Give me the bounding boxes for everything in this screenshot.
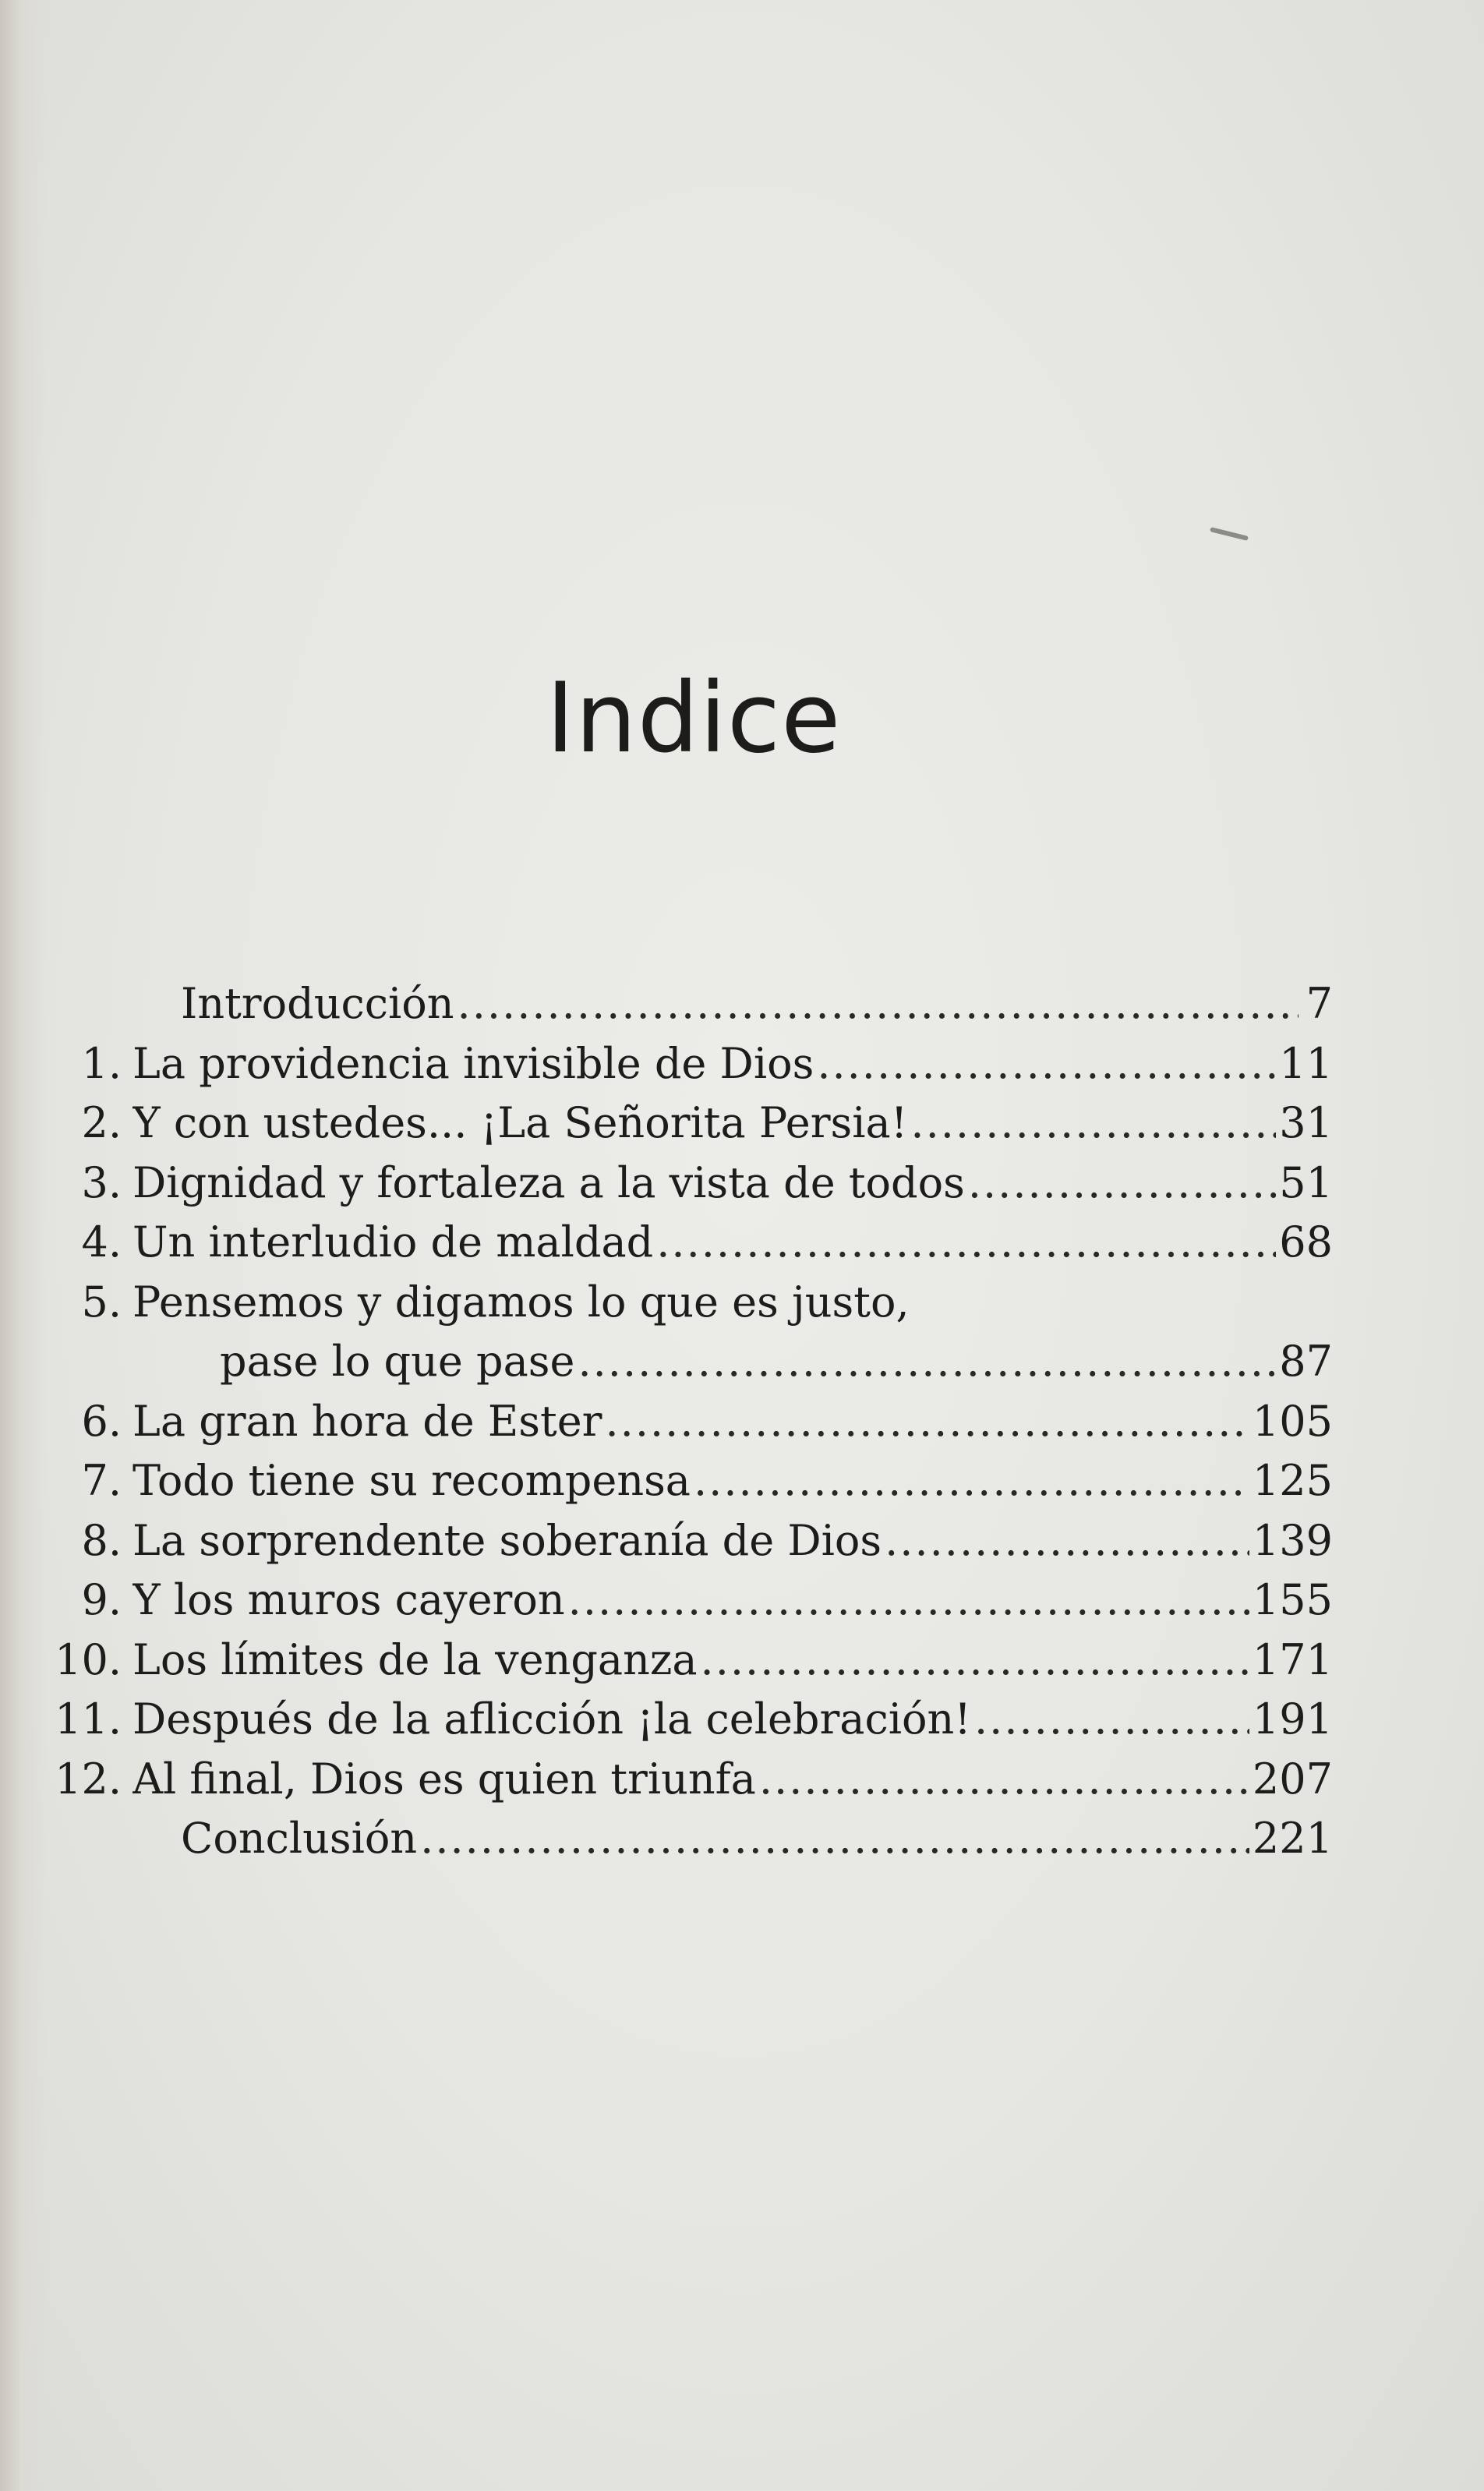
toc-entry-number: 6.	[81, 1396, 122, 1446]
toc-entry-number: 2.	[81, 1098, 122, 1147]
toc-entry-label: Todo tiene su recompensa	[132, 1456, 691, 1505]
toc-entry-page: 105	[1252, 1396, 1333, 1446]
toc-entry-label: Pensemos y digamos lo que es justo,	[132, 1277, 910, 1327]
toc-entry-label: Y con ustedes... ¡La Señorita Persia!	[132, 1098, 908, 1147]
toc-entry-conclusion	[55, 1809, 1333, 1869]
dot-leader	[885, 1511, 1249, 1571]
dot-leader	[910, 1094, 1276, 1154]
toc-entry-page: 171	[1252, 1634, 1333, 1684]
toc-entry-number: 10.	[55, 1634, 122, 1684]
binding-shadow	[0, 0, 47, 2491]
toc-entry-number: 3.	[81, 1157, 122, 1207]
toc-entry-introduccion	[55, 974, 1333, 1034]
dot-leader	[694, 1451, 1249, 1511]
toc-entry-number: 8.	[81, 1515, 122, 1565]
page-title: Indice	[546, 662, 842, 775]
dot-leader	[817, 1034, 1276, 1094]
toc-entry-page: 191	[1252, 1694, 1333, 1744]
toc-entry-label: Introducción	[181, 979, 454, 1028]
toc-entry-number: 12.	[55, 1754, 122, 1804]
toc-entry-page: 31	[1279, 1098, 1333, 1147]
toc-entry-number: 7.	[81, 1456, 122, 1505]
dot-leader	[578, 1332, 1276, 1392]
dot-leader	[701, 1631, 1249, 1691]
toc-entry-page: 11	[1279, 1038, 1333, 1088]
toc-entry-page: 207	[1252, 1754, 1333, 1804]
toc-entry-page: 221	[1252, 1814, 1333, 1863]
toc-entry-label: Dignidad y fortaleza a la vista de todos	[132, 1157, 965, 1207]
toc-entry-label-continued: pase lo que pase	[220, 1337, 575, 1386]
toc-entry-page: 7	[1306, 979, 1333, 1028]
dot-leader	[974, 1690, 1249, 1750]
toc-entry-page: 87	[1279, 1337, 1333, 1386]
toc-entry-12	[55, 1750, 1333, 1810]
toc-entry-3	[55, 1154, 1333, 1214]
toc-entry-2	[55, 1094, 1333, 1154]
toc-entry-page: 125	[1252, 1456, 1333, 1505]
toc-entry-page: 155	[1252, 1575, 1333, 1624]
toc-entry-6	[55, 1392, 1333, 1452]
toc-entry-label: La gran hora de Ester	[132, 1396, 602, 1446]
dot-leader	[759, 1750, 1249, 1810]
toc-entry-number: 4.	[81, 1217, 122, 1267]
pencil-mark	[1210, 527, 1249, 541]
dot-leader	[656, 1213, 1276, 1273]
toc-entry-11	[55, 1690, 1333, 1750]
toc-entry-10	[55, 1631, 1333, 1691]
dot-leader	[458, 974, 1298, 1034]
toc-entry-1	[55, 1034, 1333, 1094]
toc-entry-label: Un interludio de maldad	[132, 1217, 654, 1267]
dot-leader	[606, 1392, 1249, 1452]
toc-entry-5	[55, 1273, 1333, 1333]
toc-entry-number: 11.	[55, 1694, 122, 1744]
toc-entry-5-continued	[55, 1332, 1333, 1392]
toc-entry-9	[55, 1571, 1333, 1631]
table-of-contents	[55, 974, 1333, 1869]
toc-entry-number: 1.	[81, 1038, 122, 1088]
toc-entry-label: Conclusión	[181, 1814, 418, 1863]
dot-leader	[968, 1154, 1276, 1214]
toc-entry-page: 68	[1279, 1217, 1333, 1267]
toc-entry-label: Y los muros cayeron	[132, 1575, 565, 1624]
toc-entry-7	[55, 1451, 1333, 1511]
dot-leader	[568, 1571, 1249, 1631]
toc-entry-page: 139	[1252, 1515, 1333, 1565]
toc-entry-label: Los límites de la venganza	[132, 1634, 698, 1684]
toc-entry-label: Después de la aflicción ¡la celebración!	[132, 1694, 971, 1744]
dot-leader	[420, 1809, 1249, 1869]
toc-entry-label: La providencia invisible de Dios	[132, 1038, 814, 1088]
toc-entry-label: La sorprendente soberanía de Dios	[132, 1515, 882, 1565]
toc-entry-number: 9.	[81, 1575, 122, 1624]
toc-entry-number: 5.	[81, 1277, 122, 1327]
toc-entry-page: 51	[1279, 1157, 1333, 1207]
toc-entry-8	[55, 1511, 1333, 1571]
toc-entry-label: Al final, Dios es quien triunfa	[132, 1754, 756, 1804]
toc-entry-4	[55, 1213, 1333, 1273]
